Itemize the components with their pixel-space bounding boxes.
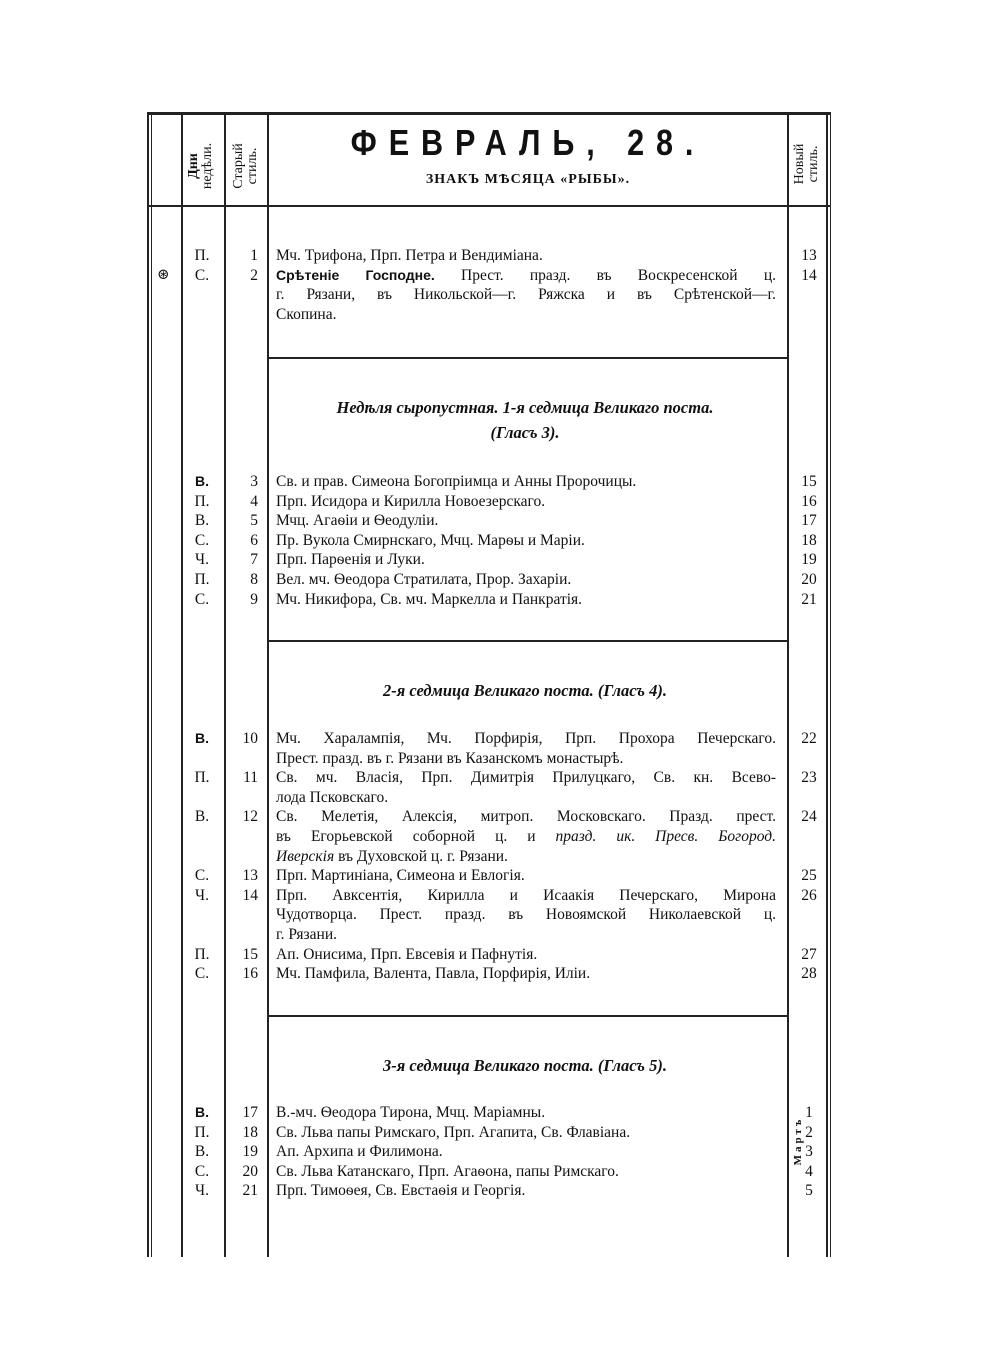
section-heading — [270, 1053, 780, 1078]
new-style-date: 17 — [801, 512, 817, 530]
entry-text — [276, 570, 776, 590]
entries-list — [0, 472, 1000, 609]
weekday: П. — [194, 492, 210, 510]
old-style-date: 19 — [242, 1143, 258, 1161]
calendar-entry — [0, 492, 1000, 512]
col-header-days-line2: недѣли. — [200, 142, 215, 190]
entry-text — [276, 1123, 776, 1143]
old-style-date: 1 — [250, 247, 258, 264]
month-title: ФЕВРАЛЬ, 28. — [350, 122, 706, 163]
entry-text-segment: Прп. Тимоѳея, Св. Евстаѳія и Георгія. — [276, 1182, 526, 1200]
weekday: Ч. — [195, 551, 209, 569]
section-divider — [268, 357, 787, 359]
entry-text-segment: В.-мч. Ѳеодора Тирона, Мчц. Маріамны. — [276, 1104, 546, 1121]
entry-text-segment: Пр. Вукола Смирнскаго, Мчц. Марѳы и Маріи. — [276, 531, 585, 549]
entry-text — [276, 1142, 776, 1162]
entry-text-segment: Св. Льва Катанскаго, Прп. Агаѳона, папы Римскаго. — [276, 1162, 619, 1180]
weekday: С. — [194, 590, 210, 608]
weekday: В. — [195, 1104, 209, 1120]
calendar-entry — [0, 964, 1000, 984]
section-heading-line: 3-я седмица Великаго поста. (Гласъ 5). — [382, 1056, 667, 1075]
calendar-entry-continuation — [0, 847, 1000, 867]
new-style-date: 15 — [801, 473, 817, 490]
entry-text — [276, 1103, 776, 1123]
calendar-entry-continuation — [0, 925, 1000, 945]
old-style-date: 13 — [242, 867, 258, 885]
calendar-entry-continuation — [0, 827, 1000, 847]
old-style-date: 8 — [250, 570, 258, 588]
entry-text-segment: Чудотворца. Прест. празд. въ Новоямской Николаевской ц. — [276, 906, 776, 924]
weekday: С. — [194, 266, 210, 284]
old-style-date: 3 — [250, 473, 258, 490]
entries-list — [0, 729, 1000, 984]
old-style-date: 10 — [242, 730, 258, 747]
section-heading-line: (Гласъ 3). — [490, 423, 560, 442]
entry-text-segment: Прп. Авксентія, Кирилла и Исаакія Печерскаго, Мирона — [276, 886, 776, 904]
weekday: В. — [194, 512, 210, 530]
old-style-date: 16 — [242, 965, 258, 983]
weekday: В. — [195, 730, 209, 746]
entry-text-segment: Иверскія — [276, 847, 335, 865]
calendar-entry — [0, 1181, 1000, 1201]
old-style-date: 7 — [250, 551, 258, 569]
entry-text — [276, 492, 776, 512]
entry-text-segment: Мчц. Агаѳіи и Ѳеодуліи. — [276, 512, 439, 530]
new-style-date: 1 — [805, 1104, 813, 1121]
calendar-entry-continuation — [0, 788, 1000, 808]
weekday: С. — [194, 867, 210, 885]
calendar-entry — [0, 570, 1000, 590]
entry-text-segment: Св. мч. Власія, Прп. Димитрія Прилуцкаго, Св. кн. Всево- — [276, 769, 776, 787]
entry-text-segment: Св. Льва папы Римскаго, Прп. Агапита, Св. Флавіана. — [276, 1123, 631, 1141]
entry-text-segment: лода Псковскаго. — [276, 788, 389, 806]
entry-text-segment: Ап. Онисима, Прп. Евсевія и Пафнутія. — [276, 945, 538, 963]
entry-text-segment: Ап. Архипа и Филимона. — [276, 1143, 443, 1161]
old-style-date: 12 — [242, 808, 258, 826]
entry-text — [276, 246, 776, 266]
entry-text — [276, 1181, 776, 1201]
new-style-date: 24 — [801, 808, 817, 826]
calendar-entry — [0, 945, 1000, 965]
col-header-days-line1: Дни — [186, 153, 201, 179]
col-header-old-line2: стиль. — [245, 147, 260, 185]
new-style-date: 21 — [801, 590, 817, 608]
new-style-date: 20 — [801, 570, 817, 588]
old-style-date: 4 — [250, 492, 258, 510]
section-heading-line: 2-я седмица Великаго поста. (Гласъ 4). — [382, 681, 667, 700]
weekday: П. — [194, 1123, 210, 1141]
calendar-entry — [0, 729, 1000, 749]
entry-text — [276, 305, 776, 325]
calendar-entry — [0, 1162, 1000, 1182]
entries-list — [0, 1103, 1000, 1201]
new-style-date: 3 — [805, 1143, 813, 1161]
calendar-entry-continuation — [0, 305, 1000, 325]
weekday: С. — [194, 531, 210, 549]
weekday: Ч. — [195, 1182, 209, 1200]
col-header-new-line2: стиль. — [806, 145, 821, 183]
feast-mark-icon: ⊛ — [157, 267, 170, 283]
new-style-date: 13 — [801, 247, 817, 264]
old-style-date: 15 — [242, 945, 258, 963]
old-style-date: 18 — [242, 1123, 258, 1141]
section-heading-line: Недѣля сыропустная. 1-я седмица Великаго поста. — [336, 398, 714, 417]
col-header-days — [187, 131, 215, 201]
calendar-entry — [0, 266, 1000, 286]
new-style-date: 26 — [801, 886, 817, 904]
calendar-entry — [0, 511, 1000, 531]
entry-text — [276, 964, 776, 984]
old-style-date: 11 — [243, 769, 258, 787]
weekday: С. — [194, 1162, 210, 1180]
entry-text-segment: въ Духовской ц. г. Рязани. — [334, 847, 508, 865]
calendar-entry — [0, 531, 1000, 551]
entry-text — [276, 590, 776, 610]
calendar-entry — [0, 1103, 1000, 1123]
entry-text — [276, 285, 776, 305]
old-style-date: 2 — [250, 266, 258, 284]
entry-text — [276, 847, 776, 867]
new-style-date: 5 — [805, 1182, 813, 1200]
calendar-entry — [0, 807, 1000, 827]
entry-text — [276, 768, 776, 788]
entry-text — [276, 531, 776, 551]
entry-text — [276, 827, 776, 847]
entry-text — [276, 729, 776, 749]
weekday: С. — [194, 965, 210, 983]
entry-text — [276, 472, 776, 492]
entry-text-segment: Прп. Парѳенія и Луки. — [276, 551, 425, 569]
old-style-date: 5 — [250, 512, 258, 530]
old-style-date: 14 — [242, 886, 258, 904]
weekday: В. — [194, 808, 210, 826]
calendar-entry — [0, 768, 1000, 788]
calendar-entry — [0, 550, 1000, 570]
entry-text — [276, 866, 776, 886]
entry-text — [276, 905, 776, 925]
entry-text-segment: Прп. Исидора и Кирилла Новоезерскаго. — [276, 492, 546, 510]
weekday: П. — [194, 247, 210, 264]
calendar-entry — [0, 1142, 1000, 1162]
entry-text — [276, 807, 776, 827]
new-style-date: 23 — [801, 769, 817, 787]
calendar-entry — [0, 1123, 1000, 1143]
old-style-date: 6 — [250, 531, 258, 549]
entry-text-segment: Св. Мелетія, Алексія, митроп. Московскаго. Празд. прест. — [276, 808, 776, 826]
entry-text-segment: Мч. Харалампія, Мч. Порфирія, Прп. Прохора Печерскаго. — [276, 730, 776, 747]
entry-text — [276, 945, 776, 965]
entry-text-segment: Св. и прав. Симеона Богопріимца и Анны Пророчицы. — [276, 473, 637, 490]
new-style-date: 16 — [801, 492, 817, 510]
weekday: В. — [194, 1143, 210, 1161]
col-header-old-line1: Старый — [231, 143, 246, 189]
calendar-entry — [0, 246, 1000, 266]
new-style-date: 4 — [805, 1162, 813, 1180]
calendar-entry — [0, 590, 1000, 610]
entry-text-segment: г. Рязани, въ Никольской—г. Ряжска и въ Срѣтенской—г. — [276, 286, 776, 304]
entry-text-segment: Мч. Трифона, Прп. Петра и Вендиміана. — [276, 247, 543, 264]
weekday: П. — [194, 769, 210, 787]
section-divider — [268, 640, 787, 642]
weekday: Ч. — [195, 886, 209, 904]
old-style-date: 9 — [250, 590, 258, 608]
entry-text — [276, 1162, 776, 1182]
col-header-new-line1: Новый — [792, 143, 807, 185]
entry-text — [276, 886, 776, 906]
new-style-date: 28 — [801, 965, 817, 983]
calendar-entry-continuation — [0, 285, 1000, 305]
section-heading — [270, 678, 780, 703]
entry-text-segment: Вел. мч. Ѳеодора Стратилата, Прор. Захаріи. — [276, 570, 572, 588]
entries-list — [0, 246, 1000, 324]
entry-text-segment: г. Рязани. — [276, 925, 337, 943]
top-border — [147, 112, 830, 115]
calendar-entry-continuation — [0, 905, 1000, 925]
new-style-date: 2 — [805, 1123, 813, 1141]
old-style-date: 21 — [242, 1182, 258, 1200]
calendar-entry-continuation — [0, 749, 1000, 769]
entry-text — [276, 788, 776, 808]
entry-text — [276, 550, 776, 570]
col-header-new — [793, 129, 821, 199]
old-style-date: 20 — [242, 1162, 258, 1180]
new-style-date: 27 — [801, 945, 817, 963]
entry-text-segment: Мч. Памфила, Валента, Павла, Порфирія, Иліи. — [276, 965, 591, 983]
new-style-date: 14 — [801, 266, 817, 284]
entry-text-segment: Прест. празд. въ г. Рязани въ Казанскомъ монастырѣ. — [276, 749, 624, 767]
entry-text-segment: въ Егорьевской соборной ц. и — [276, 827, 556, 845]
weekday: П. — [194, 570, 210, 588]
entry-text — [276, 749, 776, 769]
month-subtitle: ЗНАКЪ МѢСЯЦА «РЫБЫ». — [425, 172, 631, 187]
header-divider — [147, 205, 830, 207]
new-style-date: 19 — [801, 551, 817, 569]
section-divider — [268, 1015, 787, 1017]
calendar-entry — [0, 472, 1000, 492]
col-header-old — [232, 131, 260, 201]
weekday: В. — [195, 473, 209, 489]
new-style-date: 18 — [801, 531, 817, 549]
weekday: П. — [194, 945, 210, 963]
new-style-date: 22 — [801, 730, 817, 747]
calendar-entry — [0, 886, 1000, 906]
entry-text-segment: Прп. Мартиніана, Симеона и Евлогія. — [276, 867, 525, 885]
section-heading — [270, 395, 780, 445]
entry-text — [276, 511, 776, 531]
new-style-date: 25 — [801, 867, 817, 885]
entry-text — [276, 925, 776, 945]
entry-text-segment: Прест. празд. въ Воскресенской ц. — [434, 266, 776, 284]
next-month-label: Мартъ — [792, 1116, 804, 1166]
entry-text-segment: Скопина. — [276, 305, 337, 323]
calendar-entry — [0, 866, 1000, 886]
old-style-date: 17 — [242, 1104, 258, 1121]
entry-text-segment: празд. ик. Пресв. Богород. — [555, 827, 776, 845]
entry-text-segment: Срѣтеніе Господне. — [276, 266, 435, 283]
entry-text — [276, 266, 776, 286]
entry-text-segment: Мч. Никифора, Св. мч. Маркелла и Панкратія. — [276, 590, 583, 608]
